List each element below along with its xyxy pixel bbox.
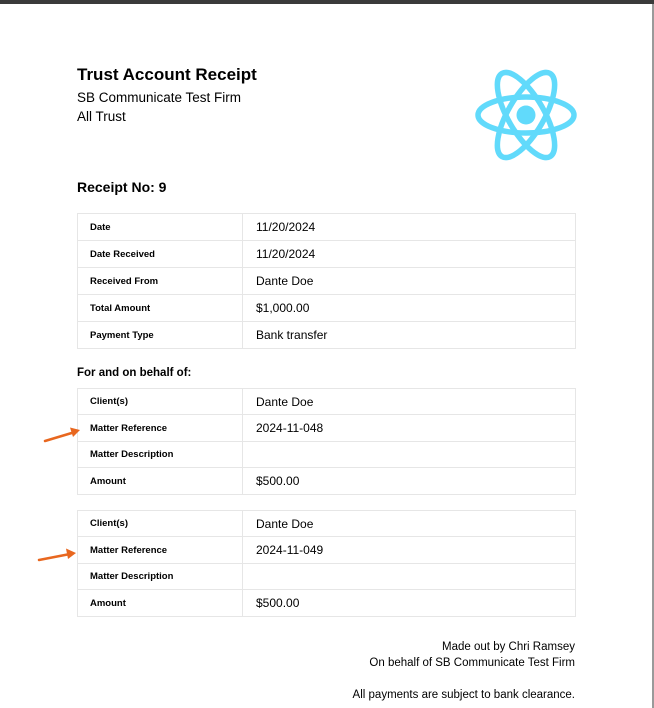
matter-value: 2024-11-048 <box>243 415 576 442</box>
matter-label: Amount <box>78 468 243 495</box>
table-row <box>78 415 576 442</box>
matter-value: $500.00 <box>243 468 576 495</box>
table-row <box>78 511 576 537</box>
table-row <box>78 537 576 564</box>
annotation-arrow-icon <box>36 545 78 565</box>
matter-table-2 <box>77 510 576 617</box>
table-row <box>78 295 576 322</box>
matter-label: Matter Description <box>78 442 243 468</box>
detail-value: 11/20/2024 <box>243 241 576 268</box>
on-behalf-heading: For and on behalf of: <box>77 367 192 379</box>
made-out-by: Made out by Chri Ramsey <box>442 641 575 653</box>
table-row <box>78 590 576 617</box>
bank-clearance-note: All payments are subject to bank clearance. <box>352 689 575 701</box>
detail-label: Date <box>78 214 243 241</box>
detail-label: Payment Type <box>78 322 243 349</box>
receipt-number: Receipt No: 9 <box>77 179 167 195</box>
detail-value: $1,000.00 <box>243 295 576 322</box>
table-row <box>78 268 576 295</box>
matter-value: $500.00 <box>243 590 576 617</box>
table-row <box>78 389 576 415</box>
window-top-border <box>0 0 654 4</box>
annotation-arrow-icon <box>42 424 84 444</box>
receipt-details-table <box>77 213 576 349</box>
firm-name: SB Communicate Test Firm <box>77 90 242 105</box>
matter-table-1 <box>77 388 576 495</box>
account-name: All Trust <box>77 109 126 124</box>
detail-label: Total Amount <box>78 295 243 322</box>
matter-label: Amount <box>78 590 243 617</box>
document-title: Trust Account Receipt <box>77 65 257 84</box>
matter-value: Dante Doe <box>243 511 576 537</box>
on-behalf-of-firm: On behalf of SB Communicate Test Firm <box>369 657 575 669</box>
matter-value: 2024-11-049 <box>243 537 576 564</box>
matter-value <box>243 442 576 468</box>
table-row <box>78 322 576 349</box>
table-row <box>78 442 576 468</box>
matter-label: Matter Description <box>78 564 243 590</box>
matter-label: Client(s) <box>78 389 243 415</box>
detail-value: Dante Doe <box>243 268 576 295</box>
detail-value: Bank transfer <box>243 322 576 349</box>
detail-label: Received From <box>78 268 243 295</box>
table-row <box>78 564 576 590</box>
matter-label: Matter Reference <box>78 537 243 564</box>
detail-label: Date Received <box>78 241 243 268</box>
table-row <box>78 214 576 241</box>
table-row <box>78 241 576 268</box>
matter-value: Dante Doe <box>243 389 576 415</box>
matter-label: Client(s) <box>78 511 243 537</box>
table-row <box>78 468 576 495</box>
matter-label: Matter Reference <box>78 415 243 442</box>
matter-value <box>243 564 576 590</box>
react-atom-icon <box>474 68 578 162</box>
detail-value: 11/20/2024 <box>243 214 576 241</box>
